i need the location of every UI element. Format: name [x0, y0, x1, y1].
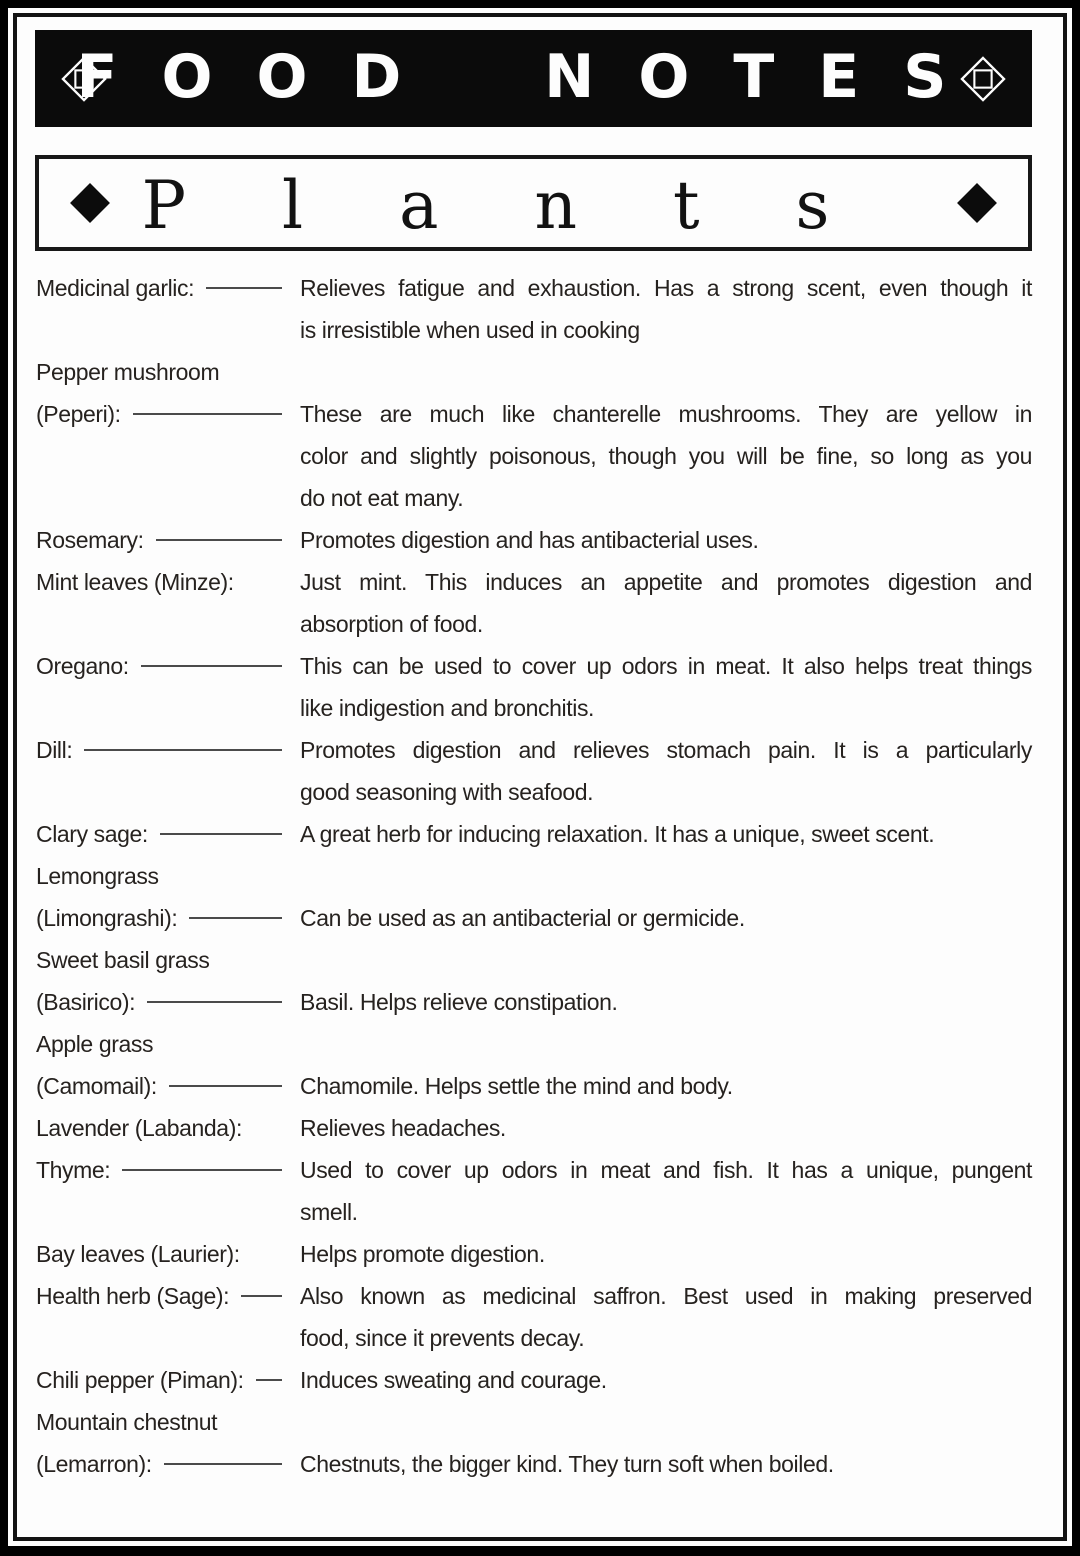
black-diamond-icon — [956, 182, 998, 224]
description — [300, 519, 1032, 561]
description-line: food, since it prevents decay. — [300, 1325, 585, 1351]
leader-line — [141, 665, 282, 667]
term-label: Clary sage: — [36, 821, 148, 847]
term-cell — [36, 519, 300, 561]
description — [300, 729, 1032, 813]
entries-list — [36, 267, 1032, 1485]
description — [300, 1233, 1032, 1275]
entry-row — [36, 645, 1032, 729]
description — [300, 561, 1032, 645]
entry-row — [36, 729, 1032, 813]
leader-line — [256, 1379, 282, 1381]
entry-row — [36, 1149, 1032, 1233]
black-diamond-icon — [69, 182, 111, 224]
term-cell — [36, 561, 300, 603]
description-line: absorption of food. — [300, 611, 483, 637]
entry-row — [36, 813, 1032, 855]
term-cell — [36, 1275, 300, 1317]
term-cell — [36, 981, 300, 1023]
term-label: Health herb (Sage): — [36, 1283, 230, 1309]
outlined-diamond-icon — [960, 56, 1006, 102]
description-line: Chestnuts, the bigger kind. They turn soft when boiled. — [300, 1451, 834, 1477]
entry-row — [36, 1275, 1032, 1359]
description-line: good seasoning with seafood. — [300, 779, 594, 805]
term-label: (Lemarron): — [36, 1451, 152, 1477]
description-line: Used to cover up odors in meat and fish. It has a unique, pungent — [300, 1157, 1032, 1183]
leader-line — [164, 1463, 282, 1465]
description — [300, 981, 1032, 1023]
term-line: Mountain chestnut — [36, 1409, 218, 1435]
description-line: Promotes digestion and has antibacterial uses. — [300, 527, 759, 553]
leader-line — [189, 917, 282, 919]
term-label: Bay leaves (Laurier): — [36, 1241, 240, 1267]
leader-line — [206, 287, 282, 289]
entry-row — [36, 561, 1032, 645]
description-line: smell. — [300, 1199, 358, 1225]
leader-line — [147, 1001, 282, 1003]
entry-row — [36, 1233, 1032, 1275]
description-line: Also known as medicinal saffron. Best used in making preserved — [300, 1283, 1032, 1309]
description-line: This can be used to cover up odors in meat. It also helps treat things — [300, 653, 1032, 679]
description-line: A great herb for inducing relaxation. It has a unique, sweet scent. — [300, 821, 935, 847]
section-header — [35, 155, 1032, 251]
term-cell — [36, 1149, 300, 1191]
term-label: (Limongrashi): — [36, 905, 178, 931]
description — [300, 1107, 1032, 1149]
description — [300, 1275, 1032, 1359]
term-label: Oregano: — [36, 653, 129, 679]
entry-row — [36, 519, 1032, 561]
description-line: Can be used as an antibacterial or germicide. — [300, 905, 745, 931]
description-line: Basil. Helps relieve constipation. — [300, 989, 618, 1015]
description-line: Just mint. This induces an appetite and promotes digestion and — [300, 569, 1032, 595]
entry-row — [36, 393, 1032, 519]
description — [300, 645, 1032, 729]
description-line: like indigestion and bronchitis. — [300, 695, 595, 721]
description — [300, 897, 1032, 939]
leader-line — [84, 749, 282, 751]
entry-row — [36, 1359, 1032, 1401]
term-cell — [36, 897, 300, 939]
leader-line — [241, 1295, 282, 1297]
term-label: Medicinal garlic: — [36, 275, 195, 301]
term-cell — [36, 1233, 300, 1275]
entry-row — [36, 897, 1032, 939]
term-cell — [36, 729, 300, 771]
section-title: Plants — [141, 166, 926, 244]
food-notes-page — [8, 8, 1072, 1546]
description-line: Relieves headaches. — [300, 1115, 506, 1141]
description — [300, 1149, 1032, 1233]
description — [300, 1359, 1032, 1401]
entry-row — [36, 1107, 1032, 1149]
term-label: Rosemary: — [36, 527, 144, 553]
term-label: (Peperi): — [36, 401, 121, 427]
leader-line — [156, 539, 282, 541]
leader-line — [160, 833, 282, 835]
page-title: FOOD NOTES — [76, 41, 991, 112]
description — [300, 813, 1032, 855]
term-label: Lavender (Labanda): — [36, 1115, 242, 1141]
term-cell — [36, 1107, 300, 1149]
description-line: Chamomile. Helps settle the mind and body. — [300, 1073, 733, 1099]
description-line: Promotes digestion and relieves stomach pain. It is a particularly — [300, 737, 1032, 763]
leader-line — [122, 1169, 282, 1171]
term-cell — [36, 645, 300, 687]
description-line: Relieves fatigue and exhaustion. Has a strong scent, even though it — [300, 275, 1032, 301]
term-label: Dill: — [36, 737, 73, 763]
term-line: Sweet basil grass — [36, 947, 210, 973]
description — [300, 393, 1032, 519]
term-label: Thyme: — [36, 1157, 111, 1183]
description — [300, 1443, 1032, 1485]
term-line: Apple grass — [36, 1031, 154, 1057]
entry-row — [36, 1065, 1032, 1107]
term-label: (Basirico): — [36, 989, 136, 1015]
term-label: Chili pepper (Piman): — [36, 1367, 244, 1393]
term-cell — [36, 393, 300, 435]
term-cell — [36, 1065, 300, 1107]
term-cell — [36, 1443, 300, 1485]
term-label: Mint leaves (Minze): — [36, 569, 234, 595]
description-line: color and slightly poisonous, though you will be fine, so long as you — [300, 443, 1032, 469]
leader-line — [133, 413, 282, 415]
term-line: Pepper mushroom — [36, 359, 220, 385]
description — [300, 1065, 1032, 1107]
description-line: Helps promote digestion. — [300, 1241, 545, 1267]
term-cell — [36, 1359, 300, 1401]
description-line: do not eat many. — [300, 485, 464, 511]
description-line: is irresistible when used in cooking — [300, 317, 640, 343]
description-line: These are much like chanterelle mushrooms. They are yellow in — [300, 401, 1032, 427]
entry-row — [36, 267, 1032, 351]
description — [300, 267, 1032, 351]
leader-line — [169, 1085, 282, 1087]
term-cell — [36, 267, 300, 309]
description-line: Induces sweating and courage. — [300, 1367, 607, 1393]
title-banner — [35, 30, 1032, 127]
entry-row — [36, 981, 1032, 1023]
entry-row — [36, 1443, 1032, 1485]
term-line: Lemongrass — [36, 863, 159, 889]
term-cell — [36, 813, 300, 855]
term-label: (Camomail): — [36, 1073, 157, 1099]
